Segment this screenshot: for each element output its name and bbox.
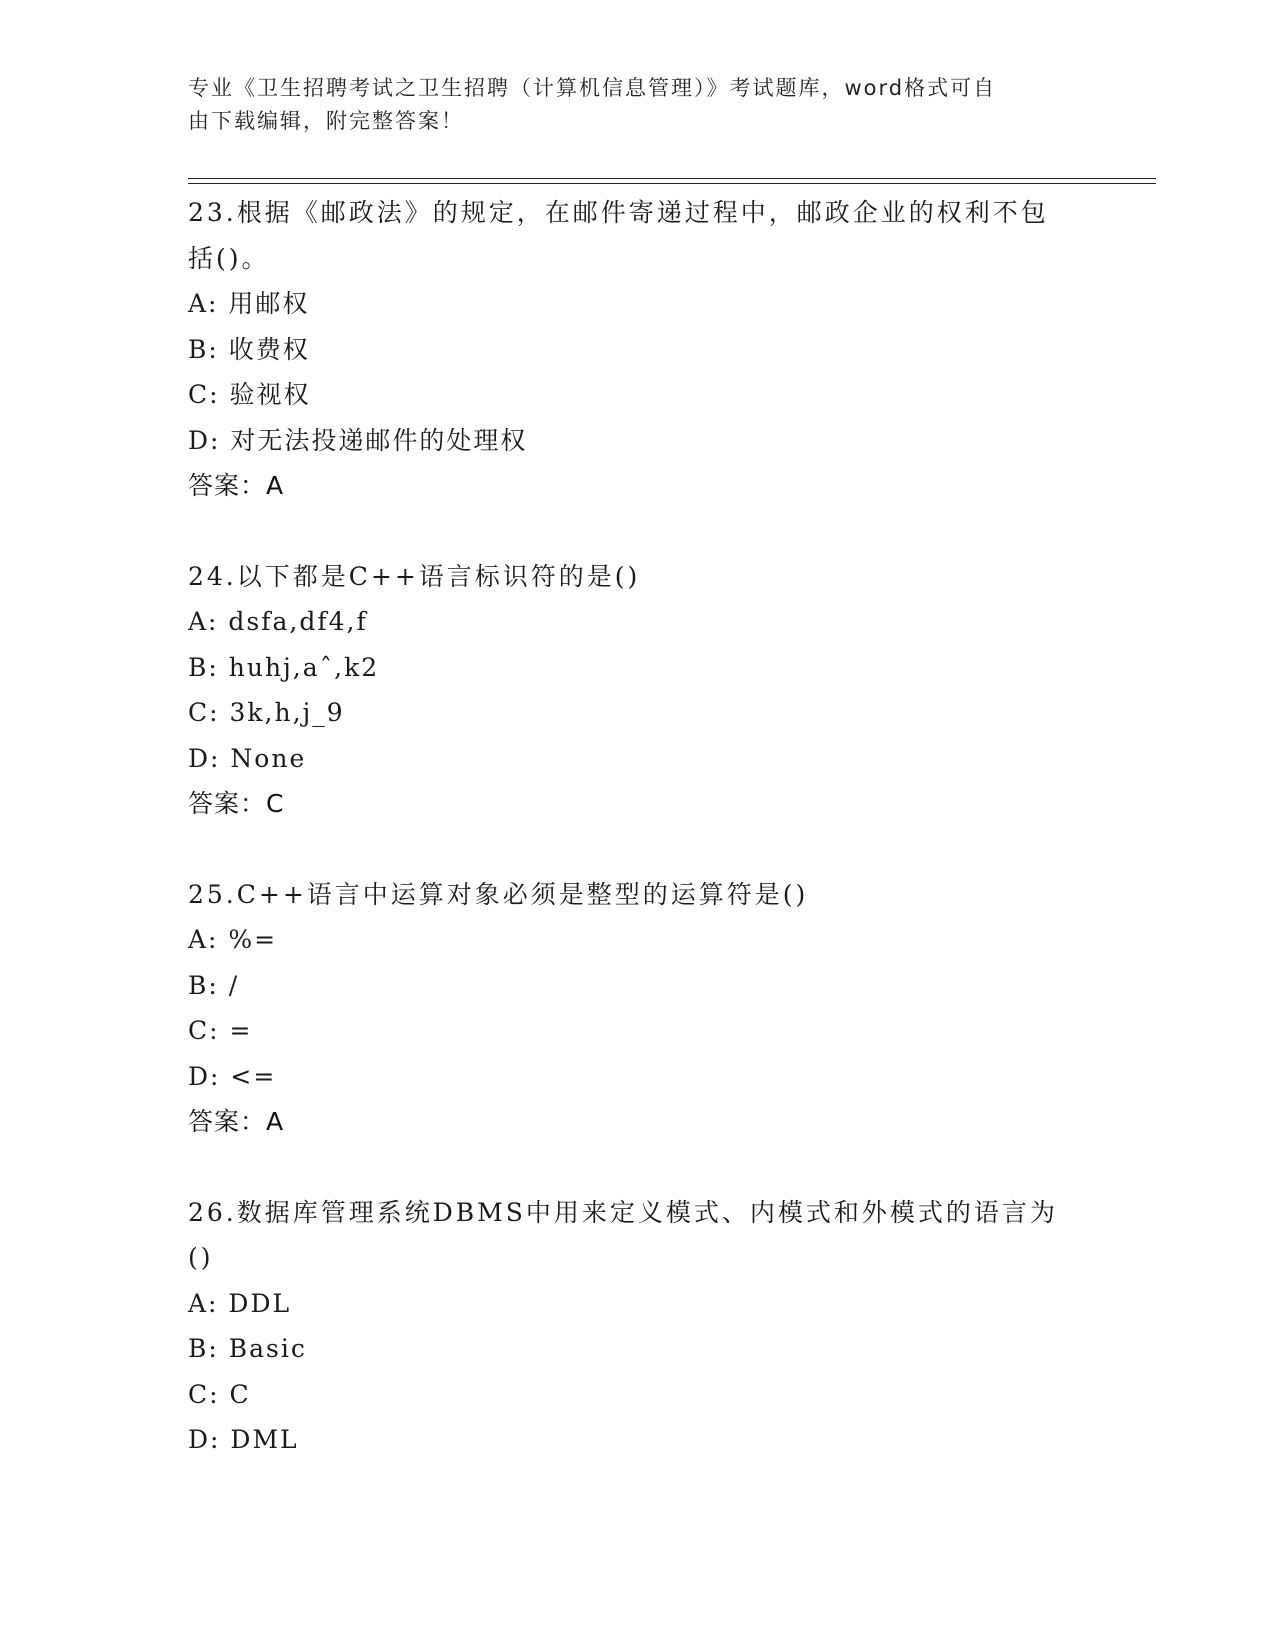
question-25 — [188, 872, 1088, 1145]
question-26 — [188, 1190, 1088, 1463]
option-a: A: 用邮权 — [188, 289, 310, 318]
question-text-line: 23.根据《邮政法》的规定，在邮件寄递过程中，邮政企业的权利不包 — [188, 198, 1049, 227]
question-text-line: () — [188, 1243, 214, 1272]
option-b: B: / — [188, 970, 240, 1000]
option-c: C: 3k,h,j_9 — [188, 698, 345, 727]
question-text-line: 25.C++语言中运算对象必须是整型的运算符是() — [188, 879, 809, 909]
option-d: D: <= — [188, 1061, 277, 1091]
option-b: B: Basic — [188, 1334, 307, 1363]
option-c: C: 验视权 — [188, 380, 311, 409]
question-24 — [188, 554, 1088, 827]
question-text-line: 26.数据库管理系统DBMS中用来定义模式、内模式和外模式的语言为 — [188, 1197, 1058, 1227]
option-a: A: %= — [188, 925, 278, 954]
header-line-1: 专业《卫生招聘考试之卫生招聘（计算机信息管理）》考试题库，word格式可自 — [188, 76, 997, 100]
option-b: B: 收费权 — [188, 334, 310, 364]
answer-line: 答案：A — [188, 471, 285, 500]
option-c: C: = — [188, 1016, 253, 1045]
document-header — [188, 72, 1088, 138]
header-line-2: 由下载编辑，附完整答案！ — [188, 109, 464, 133]
option-a: A: dsfa,df4,f — [188, 607, 368, 636]
question-23 — [188, 190, 1088, 509]
question-list — [188, 190, 1088, 1508]
question-text-line: 24.以下都是C++语言标识符的是() — [188, 561, 641, 591]
answer-line: 答案：C — [188, 789, 285, 818]
option-d: D: DML — [188, 1425, 299, 1454]
option-d: D: 对无法投递邮件的处理权 — [188, 425, 528, 455]
answer-line: 答案：A — [188, 1107, 285, 1136]
header-divider-top — [188, 178, 1156, 179]
header-divider-bottom — [188, 183, 1156, 184]
option-a: A: DDL — [188, 1288, 292, 1318]
option-d: D: None — [188, 743, 307, 773]
option-b: B: huhj,aˆ,k2 — [188, 652, 380, 682]
option-c: C: C — [188, 1379, 251, 1409]
question-text-line: 括()。 — [188, 243, 270, 273]
